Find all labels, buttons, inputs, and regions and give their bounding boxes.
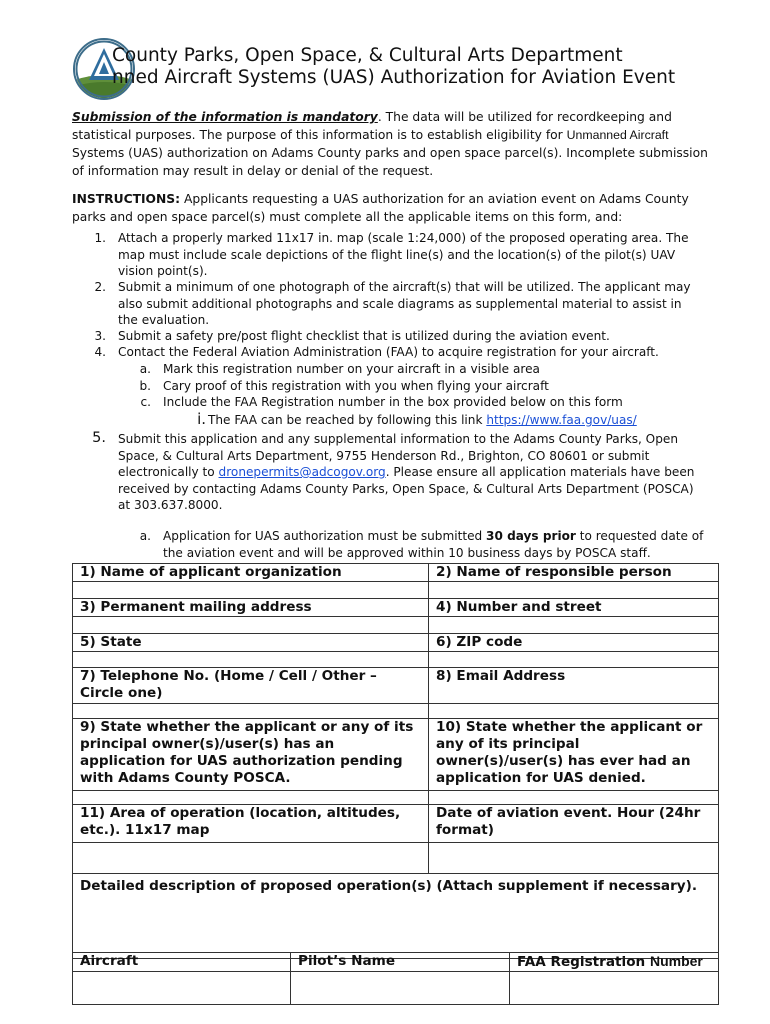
step5-text-a: Submit this application and any supplemental information to the Adams County Parks, Open Space, & Cultural Arts Department, 9755 Henderson Rd., Brighton, CO 80601 or submit electronically to — [118, 432, 678, 479]
substep-text: Include the FAA Registration number in the box provided below on this form — [163, 395, 623, 409]
aircraft-table — [72, 952, 719, 1005]
field-label-event-date: Date of aviation event. Hour (24hr format) — [429, 805, 719, 843]
email-input[interactable] — [429, 704, 719, 719]
step5a-text-a: Application for UAS authorization must be submitted — [163, 529, 487, 543]
header-title-line2: nned Aircraft Systems (UAS) Authorization for Aviation Event — [112, 67, 676, 88]
subsub-text-label: The FAA can be reached by following this link — [208, 413, 487, 427]
faa-input[interactable] — [510, 972, 719, 1005]
intro-text-c: Systems (UAS) authorization on Adams County parks and open space parcel(s). Incomplete submission of information may result in delay or denial of the request. — [72, 146, 708, 178]
subsub-text — [208, 412, 708, 429]
substep-letter: a. — [139, 362, 151, 376]
column-header-pilot: Pilot’s Name — [291, 953, 510, 972]
field-label-number-street: 4) Number and street — [429, 599, 719, 617]
application-form-table — [72, 563, 719, 959]
field-label-zip: 6) ZIP code — [429, 634, 719, 652]
substep-text — [163, 528, 708, 561]
step5-text-b: . Please ensure all application materials have been received by contacting Adams County Parks, Open Space, & Cultural Arts Department (POSCA) at 303.637.8000. — [118, 465, 695, 512]
step-number: 1. — [94, 231, 106, 245]
step-number: 5. — [92, 430, 106, 446]
steps-list — [84, 230, 724, 560]
header-title-line1: County Parks, Open Space, & Cultural Arts Department — [112, 45, 623, 66]
zip-input[interactable] — [429, 652, 719, 668]
step-text: Attach a properly marked 11x17 in. map (scale 1:24,000) of the proposed operating area. The map must include scale depictions of the flight line(s) and the location(s) of the pilot(s) UAV vision point(s). — [118, 231, 689, 278]
subsub-numeral: i. — [197, 410, 206, 428]
substep-letter: c. — [140, 395, 151, 409]
step5a-bold: 30 days prior — [486, 529, 576, 543]
pilot-input[interactable] — [291, 972, 510, 1005]
intro-mandatory-notice: Submission of the information is mandatory — [72, 110, 378, 124]
faa-link[interactable]: https://www.faa.gov/uas/ — [486, 413, 637, 427]
field-label-pending-application: 9) State whether the applicant or any of its principal owner(s)/user(s) has an application for UAS authorization pending with Adams County POSCA. — [73, 719, 429, 791]
column-header-faa — [510, 953, 719, 972]
field-label-state: 5) State — [73, 634, 429, 652]
substep-letter: b. — [139, 379, 151, 393]
instructions-text: Applicants requesting a UAS authorization for an aviation event on Adams County parks and open space parcel(s) must complete all the applicable items on this form, and: — [72, 192, 689, 224]
applicant-org-input[interactable] — [73, 582, 429, 599]
step5a-text-b: to requested date of the aviation event and will be approved within 10 business days by POSCA staff. — [163, 529, 704, 560]
field-label-responsible-person: 2) Name of responsible person — [429, 564, 719, 582]
field-label-area-of-operation: 11) Area of operation (location, altitudes, etc.). 11x17 map — [73, 805, 429, 843]
aircraft-input[interactable] — [73, 972, 291, 1005]
substep-letter: a. — [139, 529, 151, 543]
intro-paragraph — [72, 108, 712, 180]
number-street-input[interactable] — [429, 617, 719, 634]
column-header-aircraft: Aircraft — [73, 953, 291, 972]
faa-header-b: Number — [649, 953, 703, 969]
responsible-person-input[interactable] — [429, 582, 719, 599]
faa-header-a: FAA Registration — [517, 954, 650, 970]
intro-text-b: Unmanned Aircraft — [566, 128, 669, 142]
step-text: Submit a minimum of one photograph of the aircraft(s) that will be utilized. The applicant may also submit additional photographs and scale diagrams as supplemental material to assist in the evaluation. — [118, 280, 691, 327]
field-label-email: 8) Email Address — [429, 668, 719, 704]
area-of-operation-input[interactable] — [73, 843, 429, 874]
instructions-label: INSTRUCTIONS: — [72, 192, 181, 206]
intro-text-a: . The data will be utilized for recordkeeping and statistical purposes. The purpose of this information is to establish eligibility for — [72, 110, 672, 142]
field-label-mailing-address: 3) Permanent mailing address — [73, 599, 429, 617]
field-label-denied-application: 10) State whether the applicant or any of its principal owner(s)/user(s) has ever had an application for UAS denied. — [429, 719, 719, 791]
step-number: 3. — [94, 329, 106, 343]
step-text — [118, 431, 708, 514]
substep-text: Mark this registration number on your aircraft in a visible area — [163, 362, 540, 376]
step-number: 2. — [94, 280, 106, 294]
step-text: Submit a safety pre/post flight checklist that is utilized during the aviation event. — [118, 329, 610, 343]
substep-text: Cary proof of this registration with you when flying your aircraft — [163, 379, 549, 393]
email-link[interactable]: dronepermits@adcogov.org — [218, 465, 386, 479]
field-label-telephone: 7) Telephone No. (Home / Cell / Other – Circle one) — [73, 668, 429, 704]
step-text: Contact the Federal Aviation Administration (FAA) to acquire registration for your aircraft. — [118, 345, 659, 359]
instructions-paragraph — [72, 190, 712, 226]
field-label-description[interactable]: Detailed description of proposed operation(s) (Attach supplement if necessary). — [73, 874, 719, 959]
event-date-input[interactable] — [429, 843, 719, 874]
telephone-input[interactable] — [73, 704, 429, 719]
pending-application-input[interactable] — [73, 791, 429, 805]
mailing-address-input[interactable] — [73, 617, 429, 634]
denied-application-input[interactable] — [429, 791, 719, 805]
field-label-applicant-org: 1) Name of applicant organization — [73, 564, 429, 582]
state-input[interactable] — [73, 652, 429, 668]
step-number: 4. — [94, 345, 106, 359]
